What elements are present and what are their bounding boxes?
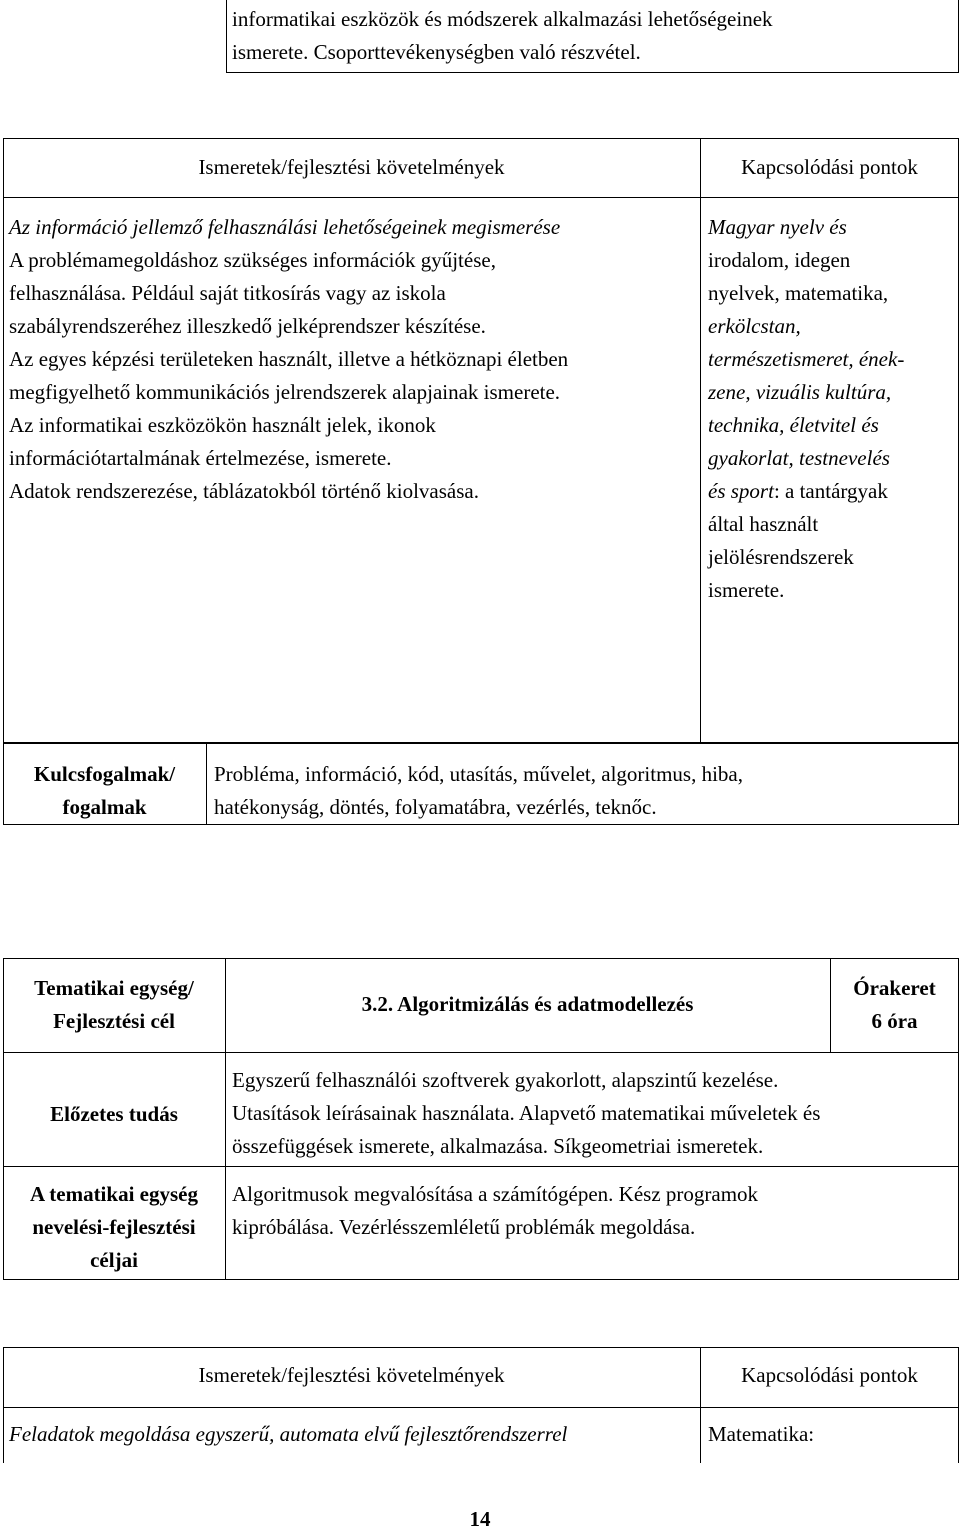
connection-points-2-text: Matematika: bbox=[708, 1422, 815, 1446]
connection-points-header: Kapcsolódási pontok bbox=[741, 155, 918, 179]
requirements-column-divider bbox=[700, 138, 701, 743]
unit-title: 3.2. Algoritmizálás és adatmodellezés bbox=[361, 992, 694, 1016]
unit-row-divider-2 bbox=[3, 1166, 959, 1167]
keywords-column-divider bbox=[206, 743, 207, 825]
requirements-header-divider bbox=[3, 197, 959, 198]
keywords-text: Probléma, információ, kód, utasítás, művelet, algoritmus, hiba, hatékonyság, döntés, folyamatábra, vezérlés, teknőc. bbox=[214, 762, 743, 819]
requirements-header: Ismeretek/fejlesztési követelmények bbox=[198, 155, 505, 179]
page-number: 14 bbox=[469, 1507, 491, 1531]
unit-hours: Órakeret 6 óra bbox=[853, 976, 936, 1033]
connection-points-2-header: Kapcsolódási pontok bbox=[741, 1363, 918, 1387]
goals-text: Algoritmusok megvalósítása a számítógépen. Kész programok kipróbálása. Vezérlésszemléletű problémák megoldása. bbox=[232, 1182, 759, 1239]
goals-label: A tematikai egység nevelési-fejlesztési céljai bbox=[30, 1182, 198, 1272]
requirements-2-header-divider bbox=[3, 1407, 959, 1408]
requirements-content: Az információ jellemző felhasználási lehetőségeinek megismerése A problémamegoldáshoz szükséges információk gyűjtése, felhasználása. Például saját titkosírás vagy az iskola szabályrendszeréhez illeszkedő jelképrendszer készítése. Az egyes képzési területeken használt, illetve a hétköznapi életben megfigyelhető kommunikációs jelrendszerek alapjainak ismerete. Az informatikai eszközökön használt jelek, ikonok információtartalmának értelmezése, ismerete. Adatok rendszerezése, táblázatokból történő kiolvasása. bbox=[9, 215, 569, 503]
requirements-2-header: Ismeretek/fejlesztési követelmények bbox=[198, 1363, 505, 1387]
keywords-label: Kulcsfogalmak/ fogalmak bbox=[33, 762, 176, 819]
prerequisite-label: Előzetes tudás bbox=[50, 1102, 178, 1126]
prerequisite-text: Egyszerű felhasználói szoftverek gyakorlott, alapszintű kezelése. Utasítások leírásainak használata. Alapvető matematikai műveletek és összefüggések ismerete, alkalmazása. Síkgeometriai ismeretek. bbox=[232, 1068, 821, 1158]
unit-row-divider-1 bbox=[3, 1052, 959, 1053]
connection-points-content: Magyar nyelv és irodalom, idegen nyelvek, matematika, erkölcstan, természetismeret, ének- zene, vizuális kultúra, technika, életvitel és gyakorlat, testnevelés és sport: a tantárgyak által használt jelölésrendszerek ismerete. bbox=[708, 215, 905, 602]
top-cell-text: informatikai eszközök és módszerek alkalmazási lehetőségeinek ismerete. Csoporttevékenységben való részvétel. bbox=[232, 7, 773, 64]
unit-label: Tematikai egység/ Fejlesztési cél bbox=[34, 976, 194, 1033]
requirements-2-text: Feladatok megoldása egyszerű, automata elvű fejlesztőrendszerrel bbox=[9, 1422, 568, 1446]
